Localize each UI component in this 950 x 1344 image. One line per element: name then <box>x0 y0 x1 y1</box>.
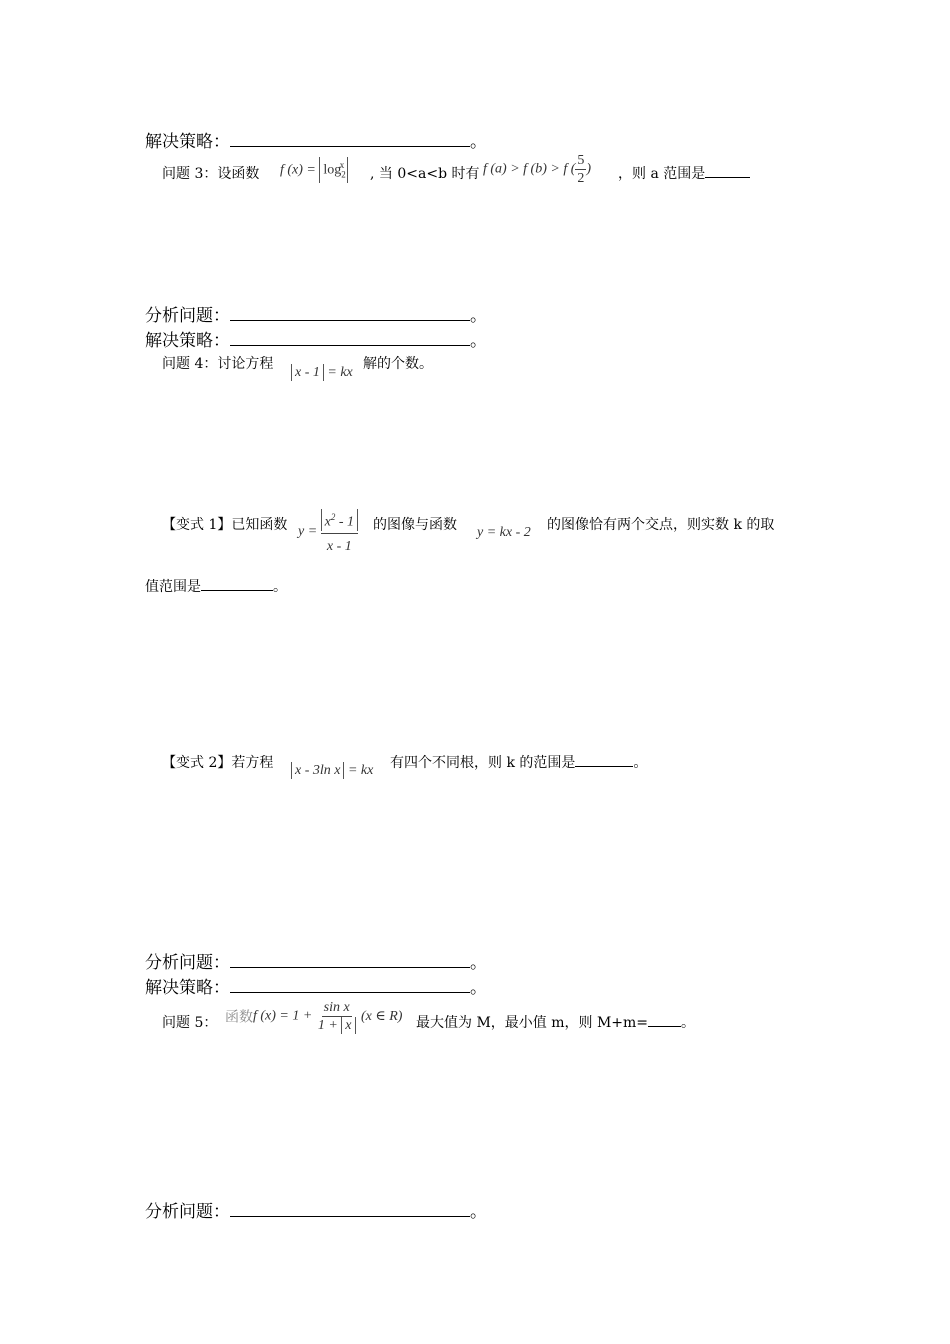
line-function: y = kx - 2 <box>477 525 531 540</box>
variant-2 <box>162 752 273 772</box>
variant-1-label: 【变式 1】已知函数 <box>162 517 288 533</box>
variant-1-tail <box>547 514 774 534</box>
problem-5-question: 最大值为 M，最小值 m，则 M+m= <box>416 1015 649 1031</box>
fraction-denominator: x - 1 <box>326 538 352 554</box>
y-equals: y = <box>298 523 318 539</box>
fraction-denominator <box>316 1017 358 1034</box>
log-text: log <box>323 162 342 178</box>
answer-blank[interactable] <box>230 978 470 993</box>
variant-2-tail <box>390 752 647 772</box>
strategy-line-1 <box>145 127 487 152</box>
period: 。 <box>470 132 487 152</box>
period: 。 <box>470 1202 487 1222</box>
variant-1 <box>162 514 287 534</box>
abs-expression: x - 3ln x <box>291 762 344 779</box>
variant-1-range-label: 值范围是 <box>145 579 201 595</box>
strategy-label: 解决策略： <box>145 978 230 998</box>
problem-3-mid <box>370 163 479 183</box>
equation-rhs: = kx <box>327 365 353 380</box>
analysis-line-2 <box>145 948 487 973</box>
strategy-label: 解决策略： <box>145 331 230 351</box>
problem-4-question: 解的个数。 <box>363 356 433 372</box>
answer-blank[interactable] <box>230 306 470 321</box>
answer-blank[interactable] <box>705 163 750 178</box>
problem-3-tail <box>618 163 750 183</box>
variant-2-question: 有四个不同根，则 k 的范围是 <box>390 755 576 771</box>
period: 。 <box>470 978 487 998</box>
variant-1-question: 的图像恰有两个交点，则实数 k 的取 <box>547 517 775 533</box>
problem-3-condition: , 当 0<a<b 时有 <box>370 166 480 182</box>
problem-4-tail <box>363 353 433 373</box>
problem-5-label: 问题 5： <box>162 1015 218 1031</box>
fraction-5-2 <box>575 152 586 187</box>
problem-5 <box>162 1012 217 1032</box>
fraction-numerator: 5 <box>577 153 585 168</box>
inequality-text: f (a) > f (b) > f ( <box>483 161 576 177</box>
problem-4-label: 问题 4：讨论方程 <box>162 356 274 372</box>
period: 。 <box>470 331 487 351</box>
analysis-label: 分析问题： <box>145 1202 230 1222</box>
analysis-line-1 <box>145 301 487 326</box>
variant-1-mid <box>373 514 457 534</box>
fraction-numerator <box>321 509 358 534</box>
num-x: x <box>324 514 331 530</box>
problem-4-equation <box>291 364 353 381</box>
analysis-label: 分析问题： <box>145 953 230 973</box>
analysis-line-3 <box>145 1197 487 1222</box>
analysis-label: 分析问题： <box>145 306 230 326</box>
answer-blank[interactable] <box>648 1012 681 1027</box>
problem-3-inequality <box>483 152 591 187</box>
problem-5-function <box>225 999 402 1034</box>
num-rest: - 1 <box>335 514 355 530</box>
problem-5-fraction <box>316 999 358 1034</box>
period: 。 <box>470 953 487 973</box>
log-base: 2 <box>341 169 346 180</box>
log-arg: x <box>339 160 345 170</box>
fx-expression: f (x) = <box>280 162 316 178</box>
answer-blank[interactable] <box>230 1202 470 1217</box>
period: 。 <box>273 579 287 595</box>
equation-rhs: = kx <box>347 763 374 778</box>
period: 。 <box>470 306 487 326</box>
den-prefix: 1 + <box>317 1018 342 1033</box>
answer-blank[interactable] <box>230 953 470 968</box>
variant-2-label: 【变式 2】若方程 <box>162 755 274 771</box>
period: 。 <box>633 755 648 771</box>
function-word: 函数 <box>225 1010 253 1026</box>
answer-blank[interactable] <box>230 331 470 346</box>
num-exponent: 2 <box>330 512 336 522</box>
strategy-line-2 <box>145 326 487 351</box>
close-paren: ) <box>586 161 592 177</box>
variant-1-fraction <box>321 509 358 555</box>
variant-1-connector: 的图像与函数 <box>373 517 457 533</box>
fraction-denominator: 2 <box>577 171 585 186</box>
strategy-line-3 <box>145 973 487 998</box>
variant-2-equation <box>291 762 373 779</box>
strategy-label: 解决策略： <box>145 132 230 152</box>
variant-1-line-2 <box>145 576 287 596</box>
problem-3 <box>162 163 259 183</box>
fraction-numerator: sin x <box>323 1000 350 1015</box>
abs-expression: x - 1 <box>291 364 324 381</box>
answer-blank[interactable] <box>201 576 273 591</box>
problem-4 <box>162 353 273 373</box>
variant-1-line-function <box>477 525 531 541</box>
variant-1-function <box>298 509 358 555</box>
den-abs: x <box>341 1017 355 1034</box>
answer-blank[interactable] <box>575 752 633 767</box>
problem-3-question: ，则 a 范围是 <box>618 166 706 182</box>
problem-3-function <box>280 157 348 183</box>
fx-expression: f (x) = 1 + <box>253 1008 313 1024</box>
abs-log <box>319 157 348 183</box>
domain: (x ∈ R) <box>361 1009 403 1024</box>
answer-blank[interactable] <box>230 132 470 147</box>
period: 。 <box>681 1015 696 1031</box>
problem-5-tail <box>416 1012 695 1032</box>
problem-3-label: 问题 3：设函数 <box>162 166 260 182</box>
